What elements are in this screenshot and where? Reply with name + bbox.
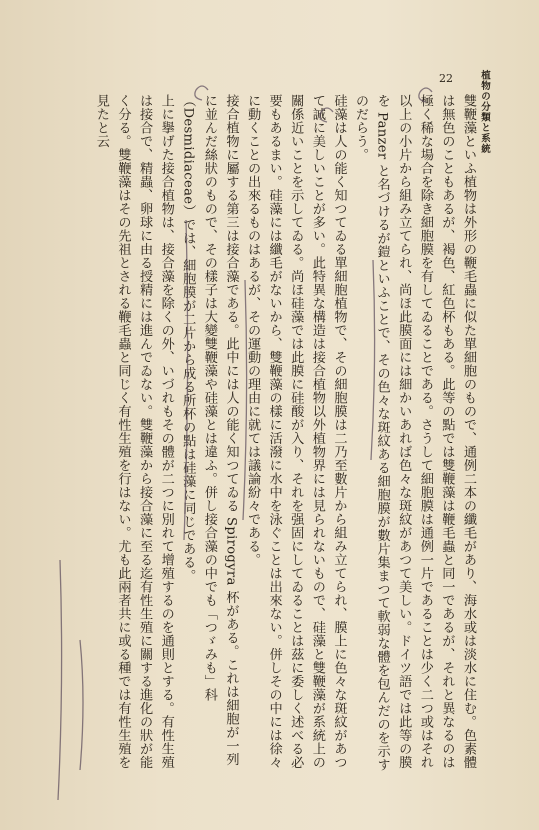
paragraph-dinoflagellates: 雙鞭藻といふ植物は外形の鞭毛蟲に似た單細胞のもので、通例二本の纖毛があり、海水或は淡水に住む。色素體は無色のこともあるが、褐色、紅色杯もある。此等の點では雙鞭藻は鞭毛蟲と同一であるが、それと異なるのは極く稀な場合を除き細胞膜を有してゐることである。さうして細胞膜は通例一片であることは少く二つ或はそれ以上の小片から組み立てられ、尚ほ此膜面には細かいあれば色々な斑紋があつて美しい。ドイツ語では此等の膜を Panzer と名づけるが鎧といふことで、その色々な斑紋ある細胞膜が數片集まつて軟弱な體を包んだのを示すのだらう。: [353, 94, 476, 772]
paragraph-conjugates: 接合植物に屬する第三は接合藻である。此中には人の能く知つてゐる Spirogyra 杯がある。これは細胞が一列に並んだ絲狀のもので、その樣子は大變雙鞭藻や硅藻とは違ふ。併し接合藻の中でも「つゞみも」科（Desmidiaceae）では、細胞膜が二片から成る所杯の點は硅藻に同じである。: [180, 94, 239, 766]
running-header: 植物の分類と系統: [479, 70, 490, 154]
paragraph-diatoms: 硅藻は人の能く知つてゐる單細胞植物で、その細胞膜は二乃至數片から組み立てられ、膜上に色々な斑紋があつて誠に美しいことが多い。此特異な構造は接合植物以外植物界には見られないもので、硅藻と雙鞭藻が系統上の關係近いことを示してゐる。尚ほ硅藻では此膜に硅酸が入り、それを强固にしてゐることは茲に委しく述べる必要もあるまい。硅藻には纖毛がないから、雙鞭藻の樣に活潑に水中を泳ぐことは出來ない。併しその中には徐々に動くことの出來るものはあるが、その運動の理由に就ては議論紛々である。: [245, 94, 347, 769]
page-number: 22: [439, 72, 453, 85]
body-text: [19, 94, 479, 774]
paragraph-reproduction: 上に擧げた接合植物は、接合藻を除くの外、いづれもその體が二つに別れて增殖するのを通則とする。有性生殖は接合で、精蟲、卵球に由る授精には進んでゐない。雙鞭藻から接合藻に至る迄有性生殖に關する進化の狀が能く分る。雙鞭藻はその先祖とされる鞭毛蟲と同じく有性生殖を行はない。尤も此兩者共に或る種では有性生殖を見たと云: [93, 94, 174, 769]
